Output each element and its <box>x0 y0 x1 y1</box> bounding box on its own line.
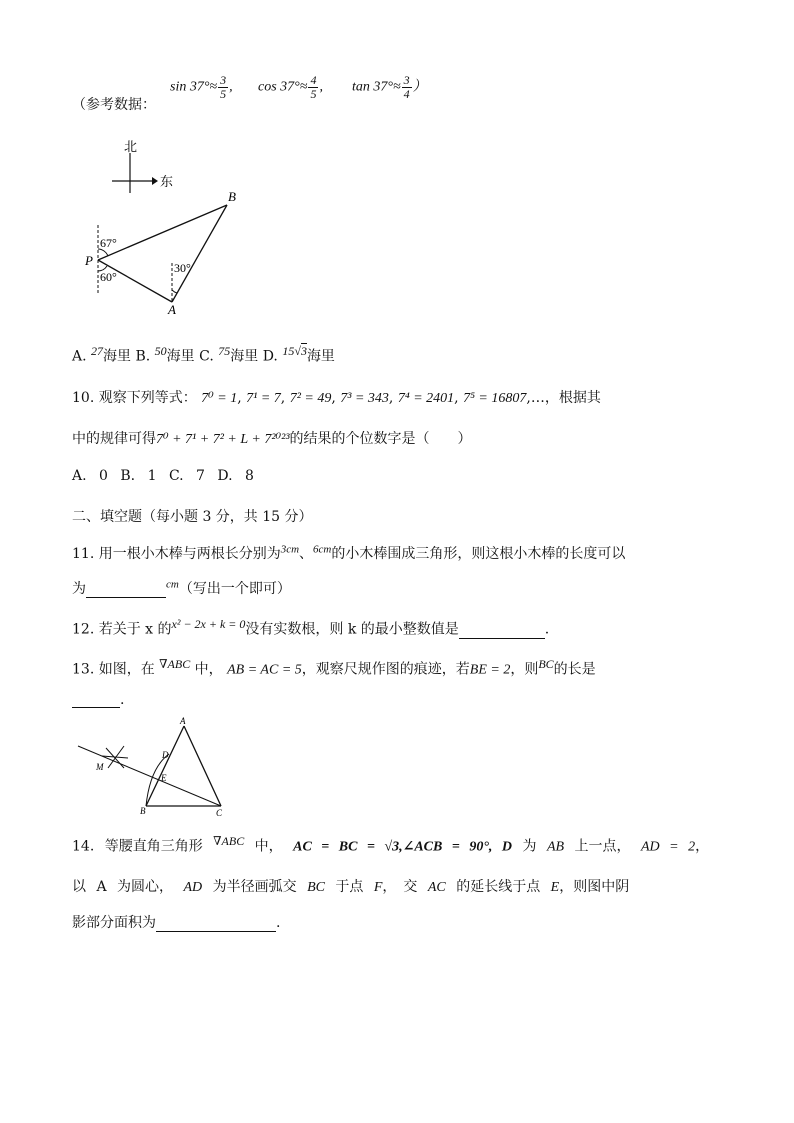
sin-num: 3 <box>220 73 227 87</box>
ref-label: （参考数据： <box>72 97 156 113</box>
point-b-label: B <box>228 189 236 204</box>
q9-option-d-value <box>282 343 307 358</box>
q9-option-c-value: 75 <box>218 344 231 358</box>
q14-answer-blank[interactable] <box>156 917 276 932</box>
sin-text: sin 37°≈ <box>170 79 218 95</box>
q10-eq-4: 7⁴ = 2401 <box>397 391 455 406</box>
q11-sep: 、 <box>299 546 314 562</box>
east-label: 东 <box>160 174 174 189</box>
q14-line2 <box>72 876 629 896</box>
q11-len2: 6cm <box>313 543 332 556</box>
q10-eq-1: 7¹ = 7 <box>246 391 281 406</box>
fig13-c-label: C <box>216 808 223 818</box>
q14-triangle: ∇ABC <box>213 834 245 848</box>
q13-line1 <box>72 657 596 679</box>
angle-60-label: 60° <box>100 270 117 284</box>
q10-eq-3: 7³ = 343 <box>340 391 389 406</box>
q13-condition: AB = AC = 5 <box>227 662 302 678</box>
q14-ab: AB <box>546 839 565 855</box>
sqrt-icon: √ <box>294 344 301 358</box>
q14-line1 <box>72 834 709 856</box>
q11-len1: 3cm <box>280 543 300 556</box>
cos-den: 5 <box>310 87 317 101</box>
q9-option-d-coef: 15 <box>282 344 295 358</box>
q14-end: . <box>276 915 281 931</box>
q13-line2 <box>72 692 124 708</box>
tan-den: 4 <box>403 87 410 101</box>
line-pb <box>98 205 227 260</box>
arc-67 <box>98 249 108 256</box>
q12-pre: 12. 若关于 x 的 <box>72 621 172 638</box>
q10-line1: 10. 观察下列等式： 7⁰ = 1, 7¹ = 7, 7² = 49, 7³ = 343, 7⁴ = 2401, 7⁵ = 16807,…，根据其 <box>72 390 601 406</box>
q9-option-b-unit: 海里 <box>166 348 195 365</box>
ref-close: ） <box>412 79 427 95</box>
q14-point-f: F <box>373 880 383 895</box>
angle-67-label: 67° <box>100 236 117 250</box>
q14-pre: 14. 等腰直角三角形 <box>72 838 203 855</box>
q14-line3-text: 影部分面积为 <box>72 915 156 931</box>
fig13-m-label: M <box>96 762 104 772</box>
tan-num: 3 <box>403 73 410 87</box>
q10-eq-2: 7² = 49 <box>289 391 332 406</box>
arc-30 <box>172 290 177 293</box>
q12-equation: x² − 2x + k = 0 <box>171 617 246 631</box>
q13-post: 的长是 <box>553 661 596 678</box>
q11-line2 <box>72 578 291 598</box>
q13-answer-blank[interactable] <box>72 693 120 708</box>
q10-option-c: C. 7 <box>168 468 205 484</box>
q12-post: 没有实数根，则 k 的最小整数值是 <box>245 621 459 638</box>
q13-be: BE = 2 <box>469 662 511 678</box>
q10-sum: 7⁰ + 7¹ + 7² + L + 7²⁰²³ <box>156 432 290 447</box>
q9-option-d-radicand: 3 <box>300 344 307 358</box>
sin-fraction <box>218 74 228 101</box>
tan-fraction <box>402 74 412 101</box>
q10-intro: 10. 观察下列等式： <box>72 390 197 406</box>
side-ab <box>146 726 184 806</box>
section-2-heading: 二、填空题（每小题 3 分，共 15 分） <box>72 509 313 525</box>
compass-arrow <box>152 177 158 185</box>
q13-pre: 13. 如图，在 <box>72 661 155 678</box>
q10-option-a: A. 0 <box>72 468 108 484</box>
q14-ac: AC <box>427 880 446 895</box>
fig13-e-label: E <box>161 773 167 783</box>
q14-line2-a: 以 <box>72 879 86 895</box>
q14-point-a: A <box>96 879 107 895</box>
q9-option-b-label: B. <box>135 348 151 365</box>
side-ac <box>184 726 221 806</box>
q9-option-c-unit: 海里 <box>230 348 259 365</box>
q9-option-c-label: C. <box>199 348 214 365</box>
q11-answer-blank[interactable] <box>86 583 166 598</box>
q11-line2-pre: 为 <box>72 581 86 597</box>
compass-marks <box>102 746 128 768</box>
fig13-b-label: B <box>140 806 146 816</box>
q14-bc: BC <box>307 880 325 895</box>
q10-tail: …，根据其 <box>530 390 601 406</box>
line-ab <box>172 205 227 302</box>
q14-mid: 中， <box>254 838 283 855</box>
q14-line2-e: ， 交 <box>382 879 418 895</box>
cos-text: cos 37°≈ <box>258 79 308 95</box>
q14-point-e: E <box>550 880 560 895</box>
q13-mid2: ，观察尺规作图的痕迹，若 <box>301 661 470 678</box>
q9-option-d-unit: 海里 <box>306 348 335 365</box>
q14-line2-d: 于点 <box>335 879 364 895</box>
q14-ad: AD <box>183 880 203 895</box>
q14-line3 <box>72 912 280 932</box>
q14-line2-c: 为半径画弧交 <box>212 879 297 895</box>
q13-mid3: ，则 <box>510 661 539 678</box>
q14-line2-f: 的延长线于点 <box>456 879 541 895</box>
figure-q9 <box>80 135 260 315</box>
q14-condition: AC = BC = √3,∠ACB = 90°, D <box>293 839 513 855</box>
tan-text: tan 37°≈ <box>352 79 401 95</box>
q10-line2-post: 的结果的个位数字是（ ） <box>289 431 472 447</box>
sin-formula: sin 37°≈ $\frac{3}{5}$ , <box>170 73 233 101</box>
q10-option-d: D. 8 <box>217 468 254 484</box>
q10-eq-0: 7⁰ = 1 <box>201 391 238 406</box>
q14-ad2: AD = 2 <box>640 839 696 855</box>
q9-option-d-label: D. <box>262 348 278 365</box>
q13-end: . <box>120 692 125 708</box>
q13-mid1: 中， <box>194 661 223 678</box>
q12-answer-blank[interactable] <box>459 624 545 639</box>
cos-num: 4 <box>310 73 317 87</box>
north-label: 北 <box>124 139 138 154</box>
figure-q13 <box>76 716 236 821</box>
reference-data-line <box>72 94 156 114</box>
q11-post: 的小木棒围成三角形，则这根小木棒的长度可以 <box>331 546 626 562</box>
q10-option-b: B. 1 <box>120 468 157 484</box>
q10-eq-5: 7⁵ = 16807 <box>463 391 527 406</box>
q11-line1 <box>72 543 625 563</box>
angle-30-label: 30° <box>174 261 191 275</box>
q9-option-b-value: 50 <box>154 344 167 358</box>
q9-options <box>72 344 335 366</box>
q9-option-a-unit: 海里 <box>103 348 132 365</box>
q10-line2-pre: 中的规律可得 <box>72 431 156 447</box>
fig13-d-label: D <box>162 750 169 760</box>
q12-end: . <box>544 621 550 638</box>
tan-formula <box>352 74 427 101</box>
q14-wei: 为 <box>522 838 537 855</box>
q9-option-a-label: A. <box>72 348 87 365</box>
q10-options <box>72 468 254 484</box>
q13-triangle: ∇ABC <box>159 657 191 671</box>
q11-pre: 11. 用一根小木棒与两根长分别为 <box>72 546 281 562</box>
cos-formula: cos 37°≈ $\frac{4}{5}$ , <box>258 73 323 101</box>
q13-bc: BC <box>538 657 554 671</box>
q14-line2-g: ，则图中阴 <box>559 879 630 895</box>
q14-onepoint: 上一点， <box>574 838 631 855</box>
construction-line-cm <box>78 746 221 806</box>
cos-fraction <box>308 74 318 101</box>
point-p-label: P <box>85 253 93 268</box>
fig13-a-label: A <box>180 716 186 726</box>
q9-option-a-value: 27 <box>91 344 104 358</box>
point-a-label: A <box>168 302 176 315</box>
q11-unit: cm <box>166 578 179 591</box>
sin-den: 5 <box>220 87 227 101</box>
q11-line2-post: （写出一个即可） <box>178 581 291 597</box>
q10-line2 <box>72 428 472 448</box>
q14-line2-b: 为圆心， <box>117 879 174 895</box>
q14-comma: ， <box>695 838 710 855</box>
q12-line <box>72 617 549 639</box>
